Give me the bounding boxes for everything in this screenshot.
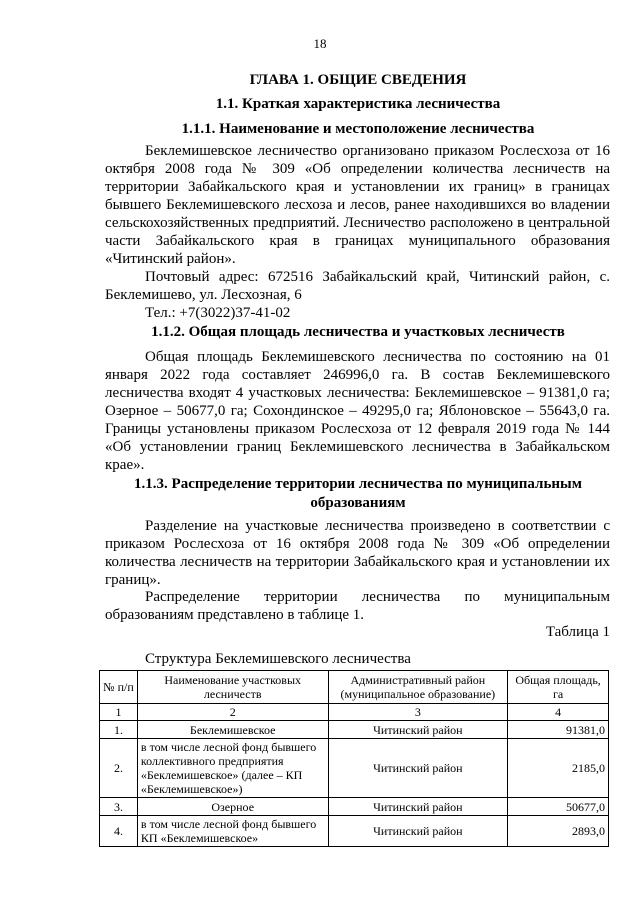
row-area-cell: 2185,0 xyxy=(508,739,609,798)
section-heading-1-1: 1.1. Краткая характеристика лесничества xyxy=(215,96,501,112)
section-heading-1-1-3-line1: 1.1.3. Распределение территории лесничества по муниципальным xyxy=(134,476,582,492)
section-heading-1-1-2: 1.1.2. Общая площадь лесничества и участковых лесничеств xyxy=(151,324,565,340)
forestry-structure-table xyxy=(99,670,609,847)
row-name-cell: в том числе лесной фонд бывшего КП «Беклемишевское» xyxy=(137,816,328,847)
chapter-heading: ГЛАВА 1. ОБЩИЕ СВЕДЕНИЯ xyxy=(249,72,467,88)
table-label: Таблица 1 xyxy=(545,624,610,640)
row-name-cell: в том числе лесной фонд бывшего коллективного предприятия «Беклемишевское» (далее – КП «Беклемишевское») xyxy=(137,739,328,798)
paragraph-address: Почтовый адрес: 672516 Забайкальский край, Читинский район, с. Беклемишево, ул. Лесхозная, 6 xyxy=(105,269,610,303)
table-header-row xyxy=(100,671,609,704)
header-cell-district: Административный район (муниципальное образование) xyxy=(328,671,508,704)
row-district-cell: Читинский район xyxy=(328,816,508,847)
table-row xyxy=(100,816,609,847)
row-district-cell: Читинский район xyxy=(328,798,508,816)
section-heading-1-1-3-line2: образованиям xyxy=(310,495,406,511)
header-cell-name: Наименование участковых лесничеств xyxy=(137,671,328,704)
table-column-numbers-row xyxy=(100,704,609,721)
paragraph-area: Общая площадь Беклемишевского лесничества по состоянию на 01 января 2022 года составляет 246996,0 га. В состав Беклемишевского лесничества входят 4 участковых лесничества: Беклемишевское – 91381,0 га; Озерное – 50677,0 га; Сохондинское – 49295,0 га; Яблоновское – 55643,0 га. Границы установлены приказом Рослесхоза от 12 февраля 2019 года № 144 «Об установлении границ Беклемишевского лесничества в Забайкальском крае». xyxy=(105,349,610,473)
row-number-cell: 4. xyxy=(100,816,138,847)
paragraph-phone: Тел.: +7(3022)37-41-02 xyxy=(145,305,291,321)
row-number-cell: 2. xyxy=(100,739,138,798)
paragraph-division: Разделение на участковые лесничества произведено в соответствии с приказом Рослесхоза от 16 октября 2008 года № 309 «Об определении количества лесничеств на территории Забайкальского края и установлении их границ». xyxy=(105,518,610,588)
row-district-cell: Читинский район xyxy=(328,739,508,798)
row-area-cell: 50677,0 xyxy=(508,798,609,816)
page-number: 18 xyxy=(313,36,327,51)
column-number-cell: 2 xyxy=(137,704,328,721)
section-heading-1-1-3 xyxy=(100,475,616,513)
row-area-cell: 2893,0 xyxy=(508,816,609,847)
row-name-cell: Озерное xyxy=(137,798,328,816)
header-cell-area: Общая площадь, га xyxy=(508,671,609,704)
column-number-cell: 1 xyxy=(100,704,138,721)
row-name-cell: Беклемишевское xyxy=(137,721,328,739)
column-number-cell: 3 xyxy=(328,704,508,721)
row-number-cell: 1. xyxy=(100,721,138,739)
row-number-cell: 3. xyxy=(100,798,138,816)
paragraph-founding: Беклемишевское лесничество организовано приказом Рослесхоза от 16 октября 2008 года № 309 «Об определении количества лесничеств на территории Забайкальского края и установлении их границ» в границах бывшего Беклемишевского лесхоза и лесов, ранее находившихся во владении сельскохозяйственных предприятий. Лесничество расположено в центральной части Забайкальского края в границах муниципального образования «Читинский район». xyxy=(105,143,610,267)
row-district-cell: Читинский район xyxy=(328,721,508,739)
paragraph-distribution: Распределение территории лесничества по муниципальным образованиям представлено в таблице 1. xyxy=(105,589,610,623)
section-heading-1-1-1: 1.1.1. Наименование и местоположение лесничества xyxy=(181,121,535,137)
table-row xyxy=(100,739,609,798)
header-cell-number: № п/п xyxy=(100,671,138,704)
table-row xyxy=(100,721,609,739)
table-row xyxy=(100,798,609,816)
table-caption: Структура Беклемишевского лесничества xyxy=(145,651,411,667)
column-number-cell: 4 xyxy=(508,704,609,721)
row-area-cell: 91381,0 xyxy=(508,721,609,739)
